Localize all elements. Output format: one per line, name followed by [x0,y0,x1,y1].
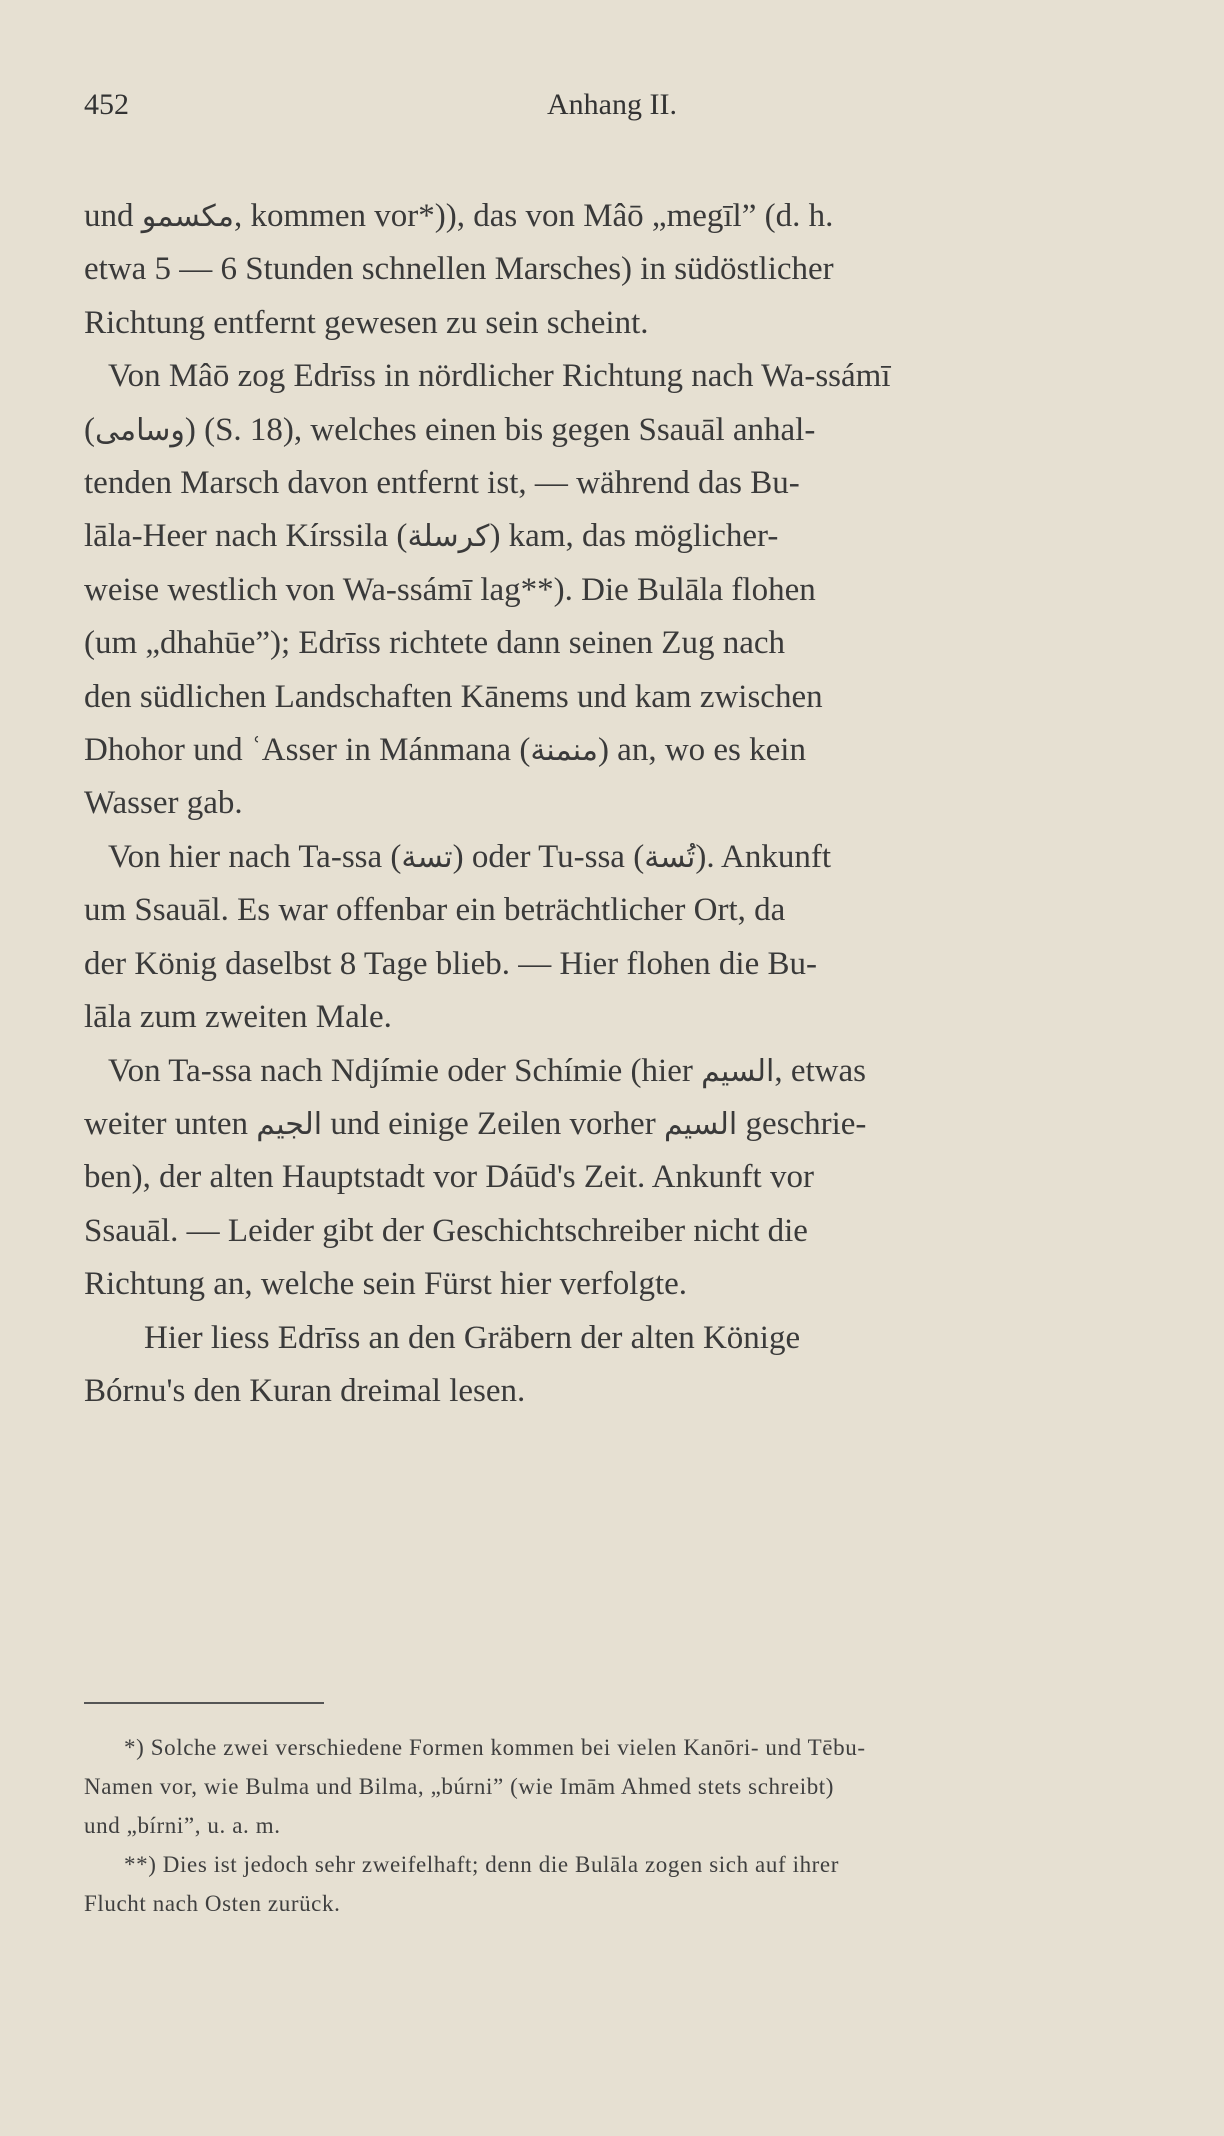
text-line: lāla-Heer nach Kírssila (كرسلة) kam, das möglicher- [84,518,779,555]
footnotes [84,1728,1144,1923]
text-line: Hier liess Edrīss an den Gräbern der alten Könige [144,1319,801,1356]
text-line: Wasser gab. [84,785,243,822]
arabic-word: منمنة [530,733,598,769]
paragraph-ndjimie [84,1045,1144,1312]
footnote-2 [84,1845,1144,1923]
arabic-word: كرسلة [407,519,490,555]
arabic-word: تُسة [644,839,696,875]
text-line: tenden Marsch davon entfernt ist, — während das Bu- [84,465,800,502]
text-line: (وسامى) (S. 18), welches einen bis gegen Ssauāl anhal- [84,411,816,448]
footnote-1 [84,1728,1144,1845]
footnote-line: **) Dies ist jedoch sehr zweifelhaft; denn die Bulāla zogen sich auf ihrer [124,1852,839,1877]
footnote-line: Namen vor, wie Bulma und Bilma, „búrni” (wie Imām Ahmed stets schreibt) [84,1774,835,1799]
arabic-word: الجيم [256,1106,323,1142]
text-line: Von Mâō zog Edrīss in nördlicher Richtung nach Wa-ssámī [108,358,891,395]
text-line: Richtung an, welche sein Fürst hier verfolgte. [84,1266,688,1303]
text-line: und مكسمو, kommen vor*)), das von Mâō „megīl” (d. h. [84,198,834,234]
page-header [84,88,1140,128]
paragraph-wassami [84,350,1144,831]
text-line: Von hier nach Ta-ssa (تسة) oder Tu-ssa (تُسة). Ankunft [108,838,832,875]
page-number: 452 [84,88,129,121]
text-line: Dhohor und ʿAsser in Mánmana (منمنة) an, wo es kein [84,732,806,769]
text-line: Bórnu's den Kuran dreimal lesen. [84,1372,526,1409]
body-text [84,190,1144,1418]
text-line: lāla zum zweiten Male. [84,999,392,1036]
text-line: Ssauāl. — Leider gibt der Geschichtschreiber nicht die [84,1212,808,1249]
paragraph-kuran [84,1312,1144,1419]
text-line: ben), der alten Hauptstadt vor Dáūd's Zeit. Ankunft vor [84,1159,814,1196]
footnote-line: und „bírni”, u. a. m. [84,1813,281,1838]
footnote-line: *) Solche zwei verschiedene Formen kommen bei vielen Kanōri- und Tēbu- [124,1735,866,1760]
text-line: um Ssauāl. Es war offenbar ein beträchtlicher Ort, da [84,892,786,929]
text-line: der König daselbst 8 Tage blieb. — Hier flohen die Bu- [84,945,817,982]
paragraph-mao [84,190,1144,350]
arabic-word: وسامى [95,412,185,448]
arabic-word: السيم [663,1106,738,1142]
text-line: Richtung entfernt gewesen zu sein scheint. [84,304,649,341]
paragraph-tassa [84,831,1144,1045]
footnote-divider [84,1702,324,1704]
text-line: Von Ta-ssa nach Ndjímie oder Schímie (hier السيم, etwas [108,1052,866,1089]
text-line: den südlichen Landschaften Kānems und kam zwischen [84,678,823,715]
text-line: etwa 5 — 6 Stunden schnellen Marsches) in südöstlicher [84,251,834,288]
footnote-line: Flucht nach Osten zurück. [84,1891,341,1916]
arabic-word: السيم [701,1053,775,1089]
arabic-word: تسة [401,839,453,875]
running-title: Anhang II. [547,88,677,121]
text-line: (um „dhahūe”); Edrīss richtete dann seinen Zug nach [84,625,785,662]
arabic-word: مكسمو [141,199,234,234]
text-line: weiter unten الجيم und einige Zeilen vorher السيم geschrie- [84,1105,867,1142]
text-line: weise westlich von Wa-ssámī lag**). Die Bulāla flohen [84,571,816,608]
